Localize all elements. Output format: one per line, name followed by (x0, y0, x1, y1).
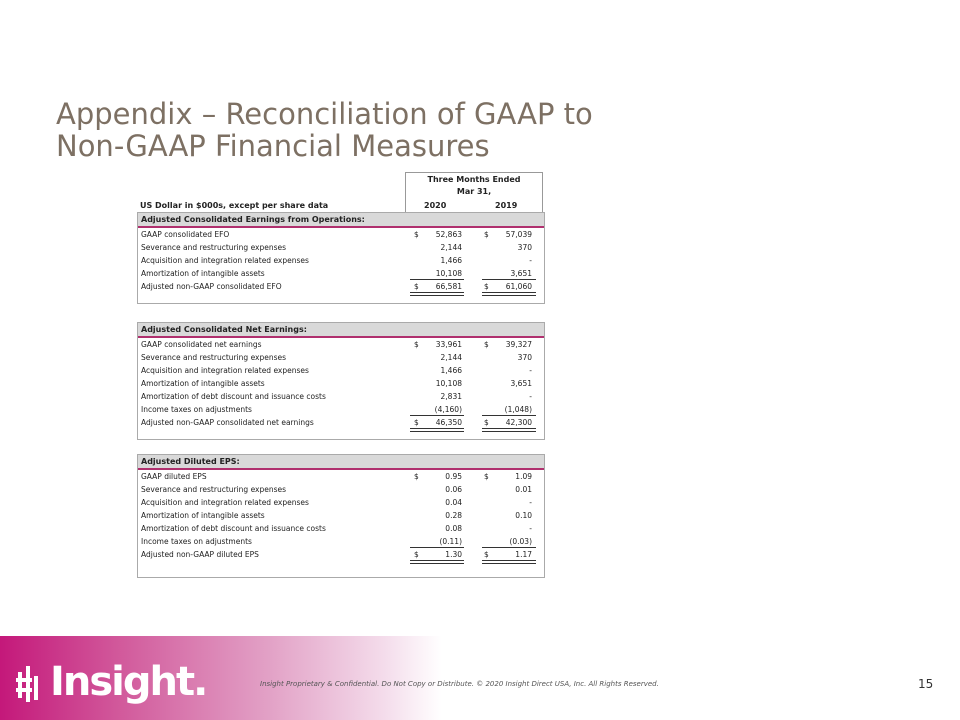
insight-logo-mark-icon (16, 666, 46, 702)
total-double-rule (482, 560, 536, 564)
table-row (138, 390, 544, 403)
row-label: Adjusted non-GAAP consolidated net earnings (141, 418, 314, 427)
page-number: 15 (918, 677, 934, 691)
legal-notice: Insight Proprietary & Confidential. Do Not Copy or Distribute. © 2020 Insight Direct USA, Inc. All Rights Reserved. (260, 680, 659, 688)
units-label: US Dollar in $000s, except per share data (140, 201, 329, 210)
table-row (138, 470, 544, 483)
row-value-2019: 39,327 (505, 340, 532, 349)
row-value-2019: 1.09 (515, 472, 532, 481)
row-currency-2020: $ (414, 472, 419, 481)
table-row (138, 483, 544, 496)
slide-title-line-1: Appendix – Reconciliation of GAAP to (56, 97, 593, 131)
table-row (138, 496, 544, 509)
section-heading: Adjusted Consolidated Earnings from Operations: (138, 213, 544, 228)
row-value-2020: 2,144 (440, 353, 462, 362)
row-label: Amortization of debt discount and issuance costs (141, 524, 326, 533)
row-currency-2020: $ (414, 340, 419, 349)
row-currency-2020: $ (414, 282, 419, 291)
total-double-rule (482, 292, 536, 296)
table-row (138, 364, 544, 377)
section-0 (137, 212, 545, 304)
row-currency-2019: $ (484, 418, 489, 427)
column-header-2019: 2019 (495, 201, 518, 210)
row-currency-2019: $ (484, 472, 489, 481)
row-value-2019: - (529, 498, 532, 507)
row-label: GAAP diluted EPS (141, 472, 207, 481)
column-header-2020: 2020 (424, 201, 447, 210)
table-row (138, 509, 544, 522)
table-row (138, 535, 544, 548)
row-value-2020: 1,466 (440, 256, 462, 265)
row-label: Amortization of intangible assets (141, 269, 265, 278)
row-value-2020: 10,108 (435, 269, 462, 278)
section-2 (137, 454, 545, 578)
table-row (138, 351, 544, 364)
section-heading: Adjusted Diluted EPS: (138, 455, 544, 470)
row-value-2020: 46,350 (435, 418, 462, 427)
row-value-2019: 370 (517, 243, 532, 252)
table-row (138, 338, 544, 351)
row-value-2019: - (529, 524, 532, 533)
row-value-2020: 1.30 (445, 550, 462, 559)
row-label: Severance and restructuring expenses (141, 485, 287, 494)
insight-logo-text: Insight. (50, 659, 207, 705)
table-row (138, 254, 544, 267)
section-1 (137, 322, 545, 440)
row-value-2019: 1.17 (515, 550, 532, 559)
table-row (138, 548, 544, 561)
row-label: Adjusted non-GAAP consolidated EFO (141, 282, 282, 291)
slide-title-line-2: Non-GAAP Financial Measures (56, 129, 490, 163)
row-label: Income taxes on adjustments (141, 405, 252, 414)
row-currency-2019: $ (484, 550, 489, 559)
total-double-rule (410, 560, 464, 564)
row-label: GAAP consolidated EFO (141, 230, 230, 239)
row-label: Acquisition and integration related expenses (141, 366, 309, 375)
row-currency-2019: $ (484, 340, 489, 349)
row-value-2020: 33,961 (435, 340, 462, 349)
insight-logo (16, 656, 206, 708)
row-value-2019: 3,651 (510, 269, 532, 278)
row-currency-2020: $ (414, 418, 419, 427)
row-value-2020: 0.95 (445, 472, 462, 481)
table-row (138, 403, 544, 416)
section-heading: Adjusted Consolidated Net Earnings: (138, 323, 544, 338)
row-value-2020: 52,863 (435, 230, 462, 239)
period-header-line-2: Mar 31, (456, 187, 492, 196)
row-label: Amortization of intangible assets (141, 379, 265, 388)
row-value-2019: 61,060 (505, 282, 532, 291)
row-value-2019: (0.03) (509, 537, 532, 546)
table-row (138, 522, 544, 535)
table-row (138, 416, 544, 429)
row-label: Acquisition and integration related expenses (141, 498, 309, 507)
row-label: Income taxes on adjustments (141, 537, 252, 546)
row-value-2019: 57,039 (505, 230, 532, 239)
total-double-rule (410, 428, 464, 432)
row-currency-2020: $ (414, 230, 419, 239)
row-value-2019: 0.10 (515, 511, 532, 520)
row-value-2020: 66,581 (435, 282, 462, 291)
row-value-2020: 2,144 (440, 243, 462, 252)
row-value-2020: 2,831 (440, 392, 462, 401)
row-value-2020: 0.08 (445, 524, 462, 533)
row-value-2019: - (529, 366, 532, 375)
row-label: Adjusted non-GAAP diluted EPS (141, 550, 259, 559)
row-value-2019: - (529, 256, 532, 265)
row-value-2020: 10,108 (435, 379, 462, 388)
period-header-line-1: Three Months Ended (427, 175, 521, 184)
row-currency-2019: $ (484, 230, 489, 239)
row-label: Severance and restructuring expenses (141, 243, 287, 252)
total-double-rule (482, 428, 536, 432)
row-value-2020: 0.04 (445, 498, 462, 507)
row-value-2019: 0.01 (515, 485, 532, 494)
row-label: Acquisition and integration related expenses (141, 256, 309, 265)
table-row (138, 280, 544, 293)
total-double-rule (410, 292, 464, 296)
table-row (138, 241, 544, 254)
row-label: Amortization of intangible assets (141, 511, 265, 520)
table-row (138, 267, 544, 280)
row-value-2020: 0.06 (445, 485, 462, 494)
row-label: GAAP consolidated net earnings (141, 340, 262, 349)
row-value-2020: 1,466 (440, 366, 462, 375)
table-row (138, 377, 544, 390)
row-value-2020: (4,160) (434, 405, 462, 414)
row-currency-2019: $ (484, 282, 489, 291)
row-value-2019: (1,048) (504, 405, 532, 414)
row-value-2020: 0.28 (445, 511, 462, 520)
row-value-2020: (0.11) (439, 537, 462, 546)
row-label: Severance and restructuring expenses (141, 353, 287, 362)
slide-title (56, 98, 593, 162)
row-value-2019: 370 (517, 353, 532, 362)
row-currency-2020: $ (414, 550, 419, 559)
row-value-2019: 3,651 (510, 379, 532, 388)
row-label: Amortization of debt discount and issuance costs (141, 392, 326, 401)
row-value-2019: 42,300 (505, 418, 532, 427)
row-value-2019: - (529, 392, 532, 401)
table-row (138, 228, 544, 241)
